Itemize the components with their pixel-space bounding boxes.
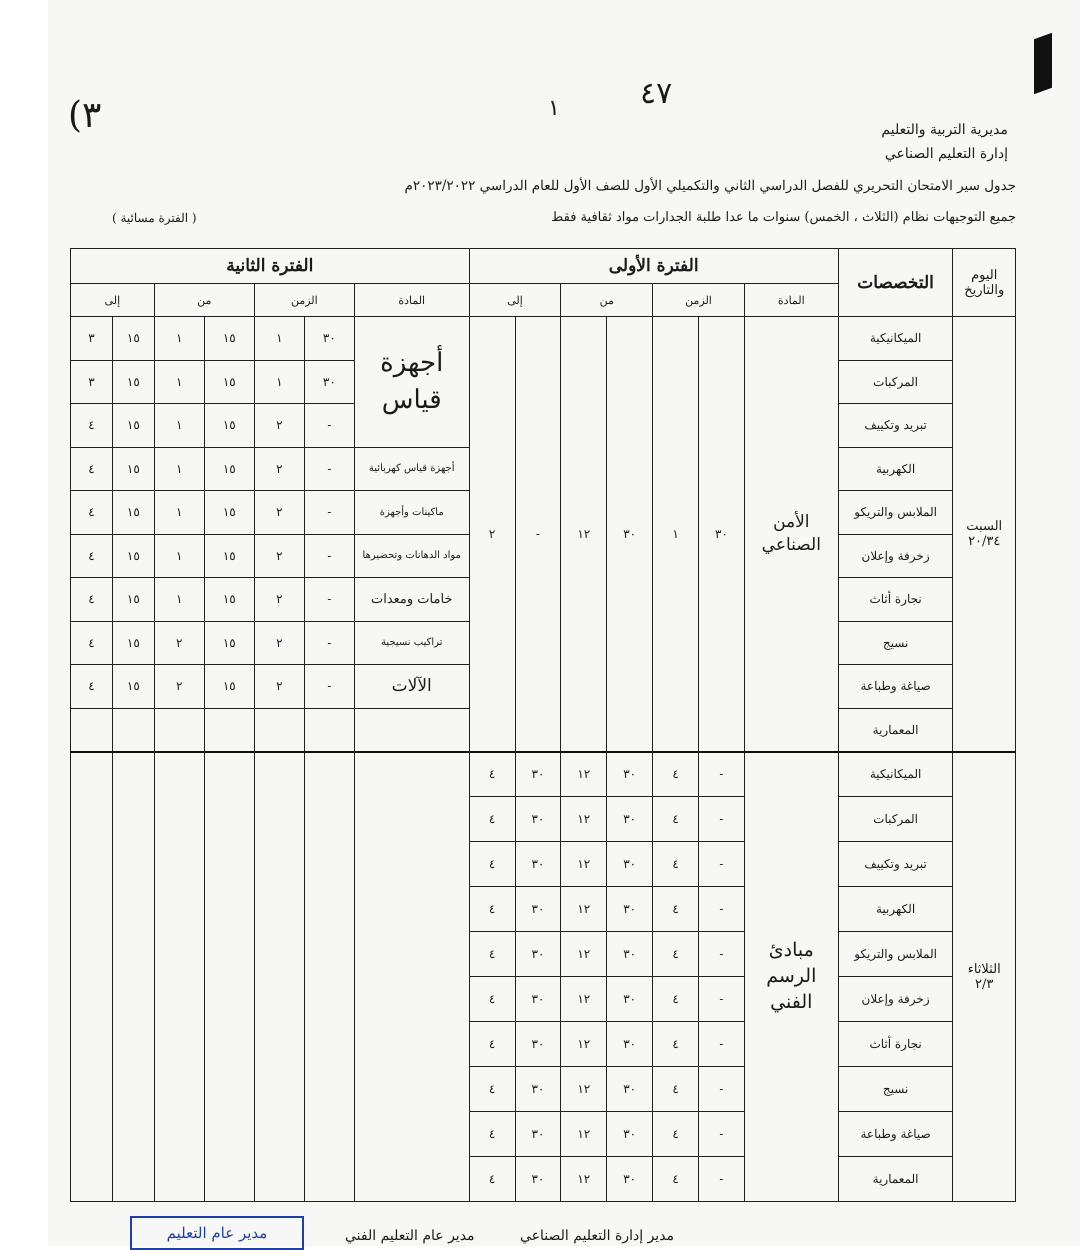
p2-from-hr: ١ (154, 578, 204, 622)
p2-subject-cell: مواد الدهانات وتحضيرها (354, 534, 469, 578)
p2-time-hr: ٢ (254, 665, 304, 709)
p1-from-min: ٣٠ (607, 317, 653, 752)
p1-to-min: ٣٠ (515, 842, 561, 887)
signature-label-technical: مدير عام التعليم الفني (345, 1228, 475, 1244)
header-department: إدارة التعليم الصناعي (884, 146, 1008, 162)
col-spec-header: التخصصات (838, 249, 953, 317)
p1-time-min: - (699, 797, 745, 842)
p2-time-min: - (304, 665, 354, 709)
p2-time-hr: ٢ (254, 404, 304, 448)
p1-subject-cell (744, 317, 838, 752)
p1-from-min: ٣٠ (607, 1022, 653, 1067)
p2-from-hr (154, 708, 204, 752)
spec-cell: نسيج (838, 621, 953, 665)
p2-to-hr (71, 752, 113, 1202)
p1-to-hr: ٤ (469, 887, 515, 932)
day-date: ٢/٣ (975, 976, 994, 992)
spec-cell: صياغة وطباعة (838, 1112, 953, 1157)
spec-cell: الملابس والتريكو (838, 491, 953, 535)
spec-cell: الميكانيكية (838, 317, 953, 361)
p2-from-min (204, 752, 254, 1202)
p1-from-hr: ١٢ (561, 1157, 607, 1202)
p1-from-min: ٣٠ (607, 1112, 653, 1157)
p2-from-hr: ١ (154, 491, 204, 535)
p2-to-min (112, 708, 154, 752)
spec-cell: نسيج (838, 1067, 953, 1112)
p1-from-hr: ١٢ (561, 932, 607, 977)
p1-to-min: ٣٠ (515, 977, 561, 1022)
p1-from-hr: ١٢ (561, 752, 607, 797)
p2-subject-cell: ماكينات وأجهزة (354, 491, 469, 535)
p1-subject-header: المادة (744, 284, 838, 317)
signature-label-industrial: مدير إدارة التعليم الصناعي (520, 1228, 675, 1244)
official-stamp: مدير عام التعليم (130, 1216, 304, 1250)
p2-from-min: ١٥ (204, 360, 254, 404)
p2-to-hr: ٤ (71, 447, 113, 491)
p1-time-hr: ٤ (653, 842, 699, 887)
p1-time-hr: ٤ (653, 1067, 699, 1112)
p1-time-hr: ٤ (653, 797, 699, 842)
p2-time-hr: ٢ (254, 621, 304, 665)
page-number: (٣ (68, 95, 102, 136)
p1-time-hr: ١ (653, 317, 699, 752)
header-session: ( الفترة مسائية ) (112, 211, 197, 225)
spec-cell: المعمارية (838, 1157, 953, 1202)
spec-cell: الميكانيكية (838, 752, 953, 797)
p2-main-subject (354, 317, 469, 448)
p1-to-hr: ٤ (469, 977, 515, 1022)
p1-time-min: ٣٠ (699, 317, 745, 752)
header-directorate: مديرية التربية والتعليم (881, 122, 1008, 138)
spec-cell: نجارة أثاث (838, 578, 953, 622)
p1-time-hr: ٤ (653, 1022, 699, 1067)
day-cell (953, 317, 1016, 752)
spec-cell: صياغة وطباعة (838, 665, 953, 709)
p1-to-hr: ٤ (469, 1022, 515, 1067)
p1-time-hr: ٤ (653, 887, 699, 932)
p2-time-min (304, 752, 354, 1202)
p2-to-hr: ٤ (71, 491, 113, 535)
p1-time-header: الزمن (653, 284, 745, 317)
exam-schedule-table (70, 248, 1016, 1202)
p1-to-hr: ٤ (469, 842, 515, 887)
p1-to-min: ٣٠ (515, 932, 561, 977)
p1-time-min: - (699, 977, 745, 1022)
p2-time-min: - (304, 447, 354, 491)
p2-subject-header: المادة (354, 284, 469, 317)
p1-from-min: ٣٠ (607, 797, 653, 842)
p2-main-subject-line1: أجهزة (380, 348, 444, 379)
p2-time-min: ٣٠ (304, 317, 354, 361)
p1-to-min: ٣٠ (515, 1112, 561, 1157)
p1-subject-line2: الرسم (766, 964, 817, 987)
p2-to-min: ١٥ (112, 578, 154, 622)
p1-subject-line2: الصناعي (761, 534, 821, 555)
spec-cell: المعمارية (838, 708, 953, 752)
p2-from-hr: ١ (154, 404, 204, 448)
p2-to-hr: ٣ (71, 360, 113, 404)
scan-artifact (1034, 33, 1052, 95)
p1-time-hr: ٤ (653, 932, 699, 977)
table-row (71, 317, 1016, 361)
p2-time-hr: ١ (254, 317, 304, 361)
p2-from-min: ١٥ (204, 621, 254, 665)
p2-from-hr: ١ (154, 534, 204, 578)
p2-from-min: ١٥ (204, 665, 254, 709)
p2-subject-cell: تراكيب نسيجية (354, 621, 469, 665)
p1-from-min: ٣٠ (607, 1067, 653, 1112)
p2-time-hr: ١ (254, 360, 304, 404)
spec-cell: نجارة أثاث (838, 1022, 953, 1067)
p2-time-min (304, 708, 354, 752)
p2-to-min: ١٥ (112, 404, 154, 448)
p1-to-hr: ٢ (469, 317, 515, 752)
p2-time-hr: ٢ (254, 534, 304, 578)
spec-cell: الكهربية (838, 887, 953, 932)
p1-from-min: ٣٠ (607, 1157, 653, 1202)
spec-cell: المركبات (838, 797, 953, 842)
p2-to-min: ١٥ (112, 621, 154, 665)
p2-subject-cell (354, 752, 469, 1202)
p1-to-min: ٣٠ (515, 1067, 561, 1112)
p2-time-min: - (304, 404, 354, 448)
p1-from-hr: ١٢ (561, 317, 607, 752)
p2-time-min: - (304, 534, 354, 578)
p1-subject-line1: مبادئ (768, 939, 814, 962)
p1-to-hr: ٤ (469, 752, 515, 797)
p2-from-min: ١٥ (204, 404, 254, 448)
p1-to-hr: ٤ (469, 1067, 515, 1112)
p2-time-hr: ٢ (254, 447, 304, 491)
p1-time-hr: ٤ (653, 752, 699, 797)
p1-from-header: من (561, 284, 653, 317)
day-date: ٢٠/٣٤ (968, 533, 1001, 549)
p2-from-min: ١٥ (204, 447, 254, 491)
period2-header: الفترة الثانية (71, 249, 470, 284)
handwritten-number: ٤٧ (640, 76, 673, 111)
p1-from-min: ٣٠ (607, 842, 653, 887)
p1-to-hr: ٤ (469, 1157, 515, 1202)
p1-time-min: - (699, 1067, 745, 1112)
p1-subject-line1: الأمن (773, 511, 810, 532)
spec-cell: الملابس والتريكو (838, 932, 953, 977)
p2-to-min: ١٥ (112, 360, 154, 404)
p2-to-min: ١٥ (112, 447, 154, 491)
p1-from-hr: ١٢ (561, 977, 607, 1022)
p1-to-hr: ٤ (469, 932, 515, 977)
p2-from-hr: ٢ (154, 621, 204, 665)
p2-from-hr: ١ (154, 447, 204, 491)
p2-to-min: ١٥ (112, 534, 154, 578)
p1-time-min: - (699, 1022, 745, 1067)
p1-time-min: - (699, 1157, 745, 1202)
p2-from-min: ١٥ (204, 534, 254, 578)
p1-from-hr: ١٢ (561, 842, 607, 887)
p2-to-min: ١٥ (112, 491, 154, 535)
spec-cell: الكهربية (838, 447, 953, 491)
p2-from-min: ١٥ (204, 317, 254, 361)
table-header-row (71, 249, 1016, 284)
p2-from-min: ١٥ (204, 491, 254, 535)
p2-from-min: ١٥ (204, 578, 254, 622)
p1-from-min: ٣٠ (607, 752, 653, 797)
p1-time-min: - (699, 887, 745, 932)
p2-time-min: - (304, 578, 354, 622)
p1-from-min: ٣٠ (607, 932, 653, 977)
p2-to-min (112, 752, 154, 1202)
p2-to-hr (71, 708, 113, 752)
p1-to-min: ٣٠ (515, 887, 561, 932)
p2-subject-cell: الآلات (354, 665, 469, 709)
p2-time-hr: ٢ (254, 578, 304, 622)
spec-cell: تبريد وتكييف (838, 842, 953, 887)
p1-from-hr: ١٢ (561, 797, 607, 842)
p1-to-header: إلى (469, 284, 561, 317)
p2-to-hr: ٤ (71, 534, 113, 578)
p2-from-header: من (154, 284, 254, 317)
period1-header: الفترة الأولى (469, 249, 838, 284)
day-name: السبت (966, 518, 1003, 534)
p2-from-hr: ١ (154, 360, 204, 404)
p2-subject-cell (354, 708, 469, 752)
p2-time-min: ٣٠ (304, 360, 354, 404)
p1-to-min: ٣٠ (515, 797, 561, 842)
p1-time-hr: ٤ (653, 977, 699, 1022)
p2-to-hr: ٤ (71, 578, 113, 622)
col-day-header: اليوم والتاريخ (953, 249, 1016, 317)
p1-to-min: ٣٠ (515, 752, 561, 797)
p2-time-min: - (304, 491, 354, 535)
p1-time-min: - (699, 932, 745, 977)
spec-cell: تبريد وتكييف (838, 404, 953, 448)
spec-cell: المركبات (838, 360, 953, 404)
p1-to-hr: ٤ (469, 1112, 515, 1157)
p1-to-min: ٣٠ (515, 1022, 561, 1067)
p1-from-min: ٣٠ (607, 887, 653, 932)
p2-to-header: إلى (71, 284, 155, 317)
p2-subject-cell: أجهزة قياس كهربائية (354, 447, 469, 491)
p2-time-hr (254, 708, 304, 752)
day-name: الثلاثاء (967, 961, 1001, 977)
p2-to-hr: ٤ (71, 621, 113, 665)
p2-time-min: - (304, 621, 354, 665)
p1-from-hr: ١٢ (561, 1112, 607, 1157)
p1-time-min: - (699, 1112, 745, 1157)
p2-time-hr: ٢ (254, 491, 304, 535)
p2-from-hr: ٢ (154, 665, 204, 709)
spec-cell: زخرفة وإعلان (838, 534, 953, 578)
p1-from-hr: ١٢ (561, 1067, 607, 1112)
header-scope: جميع التوجيهات نظام (الثلاث ، الخمس) سنوات ما عدا طلبة الجدارات مواد ثقافية فقط (551, 210, 1016, 225)
p2-to-hr: ٣ (71, 317, 113, 361)
p2-to-min: ١٥ (112, 317, 154, 361)
p1-time-hr: ٤ (653, 1112, 699, 1157)
p2-from-hr (154, 752, 204, 1202)
p1-from-min: ٣٠ (607, 977, 653, 1022)
p2-to-min: ١٥ (112, 665, 154, 709)
p1-to-hr: ٤ (469, 797, 515, 842)
p1-subject-cell (744, 752, 838, 1202)
p2-main-subject-line2: قياس (381, 384, 442, 415)
p1-from-hr: ١٢ (561, 887, 607, 932)
p1-to-min: ٣٠ (515, 1157, 561, 1202)
p1-subject-line3: الفني (770, 990, 813, 1013)
p1-to-min: - (515, 317, 561, 752)
p2-from-hr: ١ (154, 317, 204, 361)
header-title: جدول سير الامتحان التحريري للفصل الدراسي الثاني والتكميلي الأول للصف الأول للعام الدراسي ٢٠٢٣/٢٠٢٢م (404, 178, 1016, 194)
handwritten-mark: ١ (548, 96, 560, 121)
page-margin (0, 0, 48, 1246)
p2-to-hr: ٤ (71, 665, 113, 709)
p2-time-header: الزمن (254, 284, 354, 317)
p1-from-hr: ١٢ (561, 1022, 607, 1067)
p2-subject-cell: خامات ومعدات (354, 578, 469, 622)
day-cell (953, 752, 1016, 1202)
spec-cell: زخرفة وإعلان (838, 977, 953, 1022)
table-row (71, 752, 1016, 797)
p2-time-hr (254, 752, 304, 1202)
p1-time-min: - (699, 842, 745, 887)
p1-time-hr: ٤ (653, 1157, 699, 1202)
p2-from-min (204, 708, 254, 752)
p2-to-hr: ٤ (71, 404, 113, 448)
p1-time-min: - (699, 752, 745, 797)
